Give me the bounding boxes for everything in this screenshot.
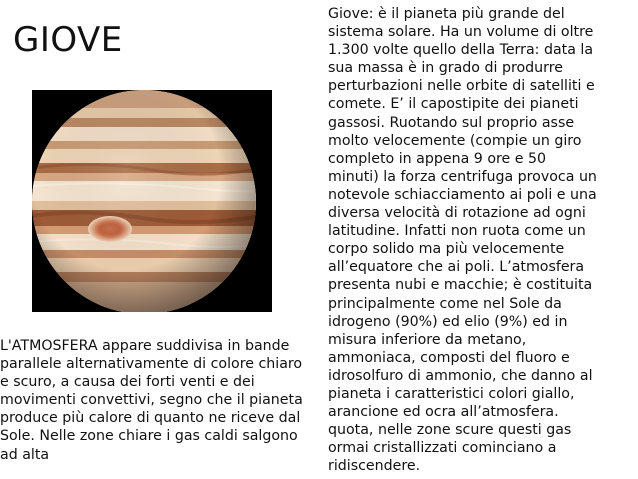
jupiter-planet-graphic	[32, 90, 272, 312]
description-paragraph: Giove: è il pianeta più grande del sistema solare. Ha un volume di oltre 1.300 volte quello della Terra: data la sua massa è in grado di produrre perturbazioni nelle orbite di satelliti e comete. E’ il capostipite dei pianeti gassosi. Ruotando sul proprio asse molto velocemente (compie un giro completo in appena 9 ore e 50 minuti) la forza centrifuga provoca un notevole schiacciamento ai poli e una diversa velocità di rotazione ad ogni latitudine. Infatti non ruota come un corpo solido ma più velocemente all’equatore che ai poli. L’atmosfera presenta nubi e macchie; è costituita principalmente come nel Sole da idrogeno (90%) ed elio (9%) ed in misura inferiore da metano, ammoniaca, composti del fluoro e idrosolfuro di ammonio, che danno al pianeta i caratteristici colori giallo, arancione ed ocra all’atmosfera. quota, nelle zone scure questi gas ormai cristallizzati cominciano a ridiscendere.	[328, 6, 597, 475]
jupiter-image	[32, 90, 272, 312]
slide-title: GIOVE	[13, 20, 123, 60]
atmosphere-paragraph: L'ATMOSFERA appare suddivisa in bande parallele alternativamente di colore chiaro e scuro, a causa dei forti venti e dei movimenti convettivi, segno che il pianeta produce più calore di quanto ne riceve dal Sole. Nelle zone chiare i gas caldi salgono ad alta	[0, 338, 303, 463]
